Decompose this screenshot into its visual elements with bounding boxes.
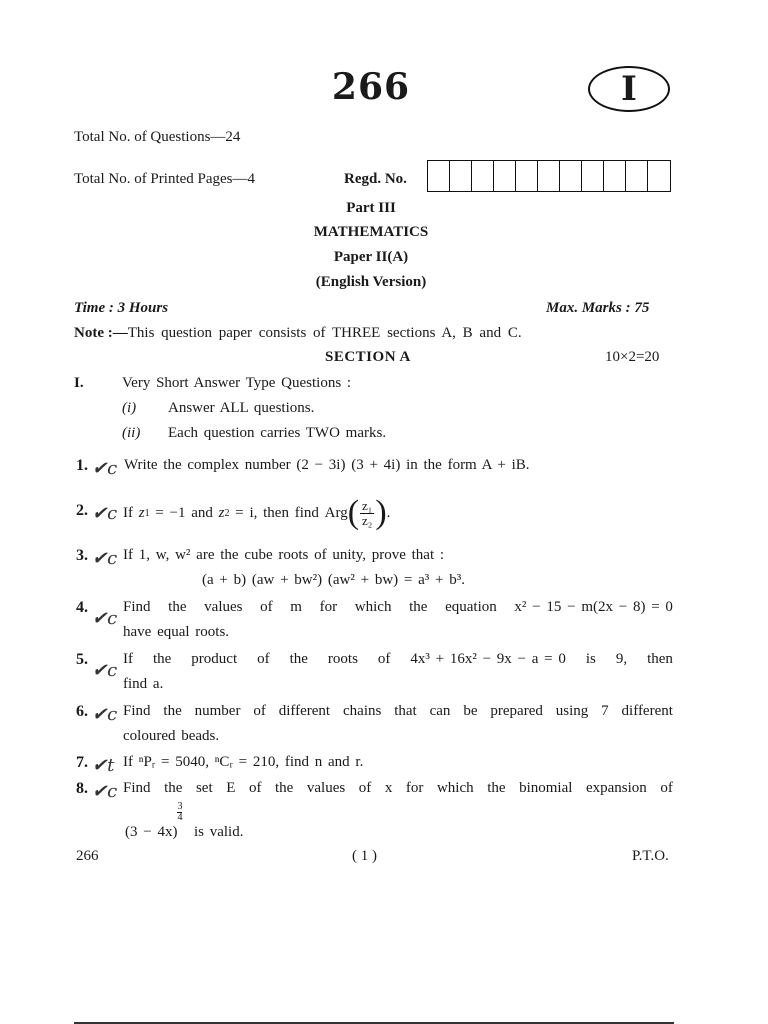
check-mark-icon: ✔c xyxy=(92,608,118,629)
question-word: 7 xyxy=(601,703,609,719)
regd-digit-box[interactable] xyxy=(582,161,604,191)
question-text: If z 1 = −1 and z 2 = i, then find Arg ( $\frac{\text{z₁}}{\text{z₂}}$ ) . xyxy=(123,494,391,531)
question-word: values xyxy=(306,780,346,796)
section-heading: Very Short Answer Type Questions : xyxy=(122,375,352,391)
total-questions: Total No. of Questions—24 xyxy=(74,129,241,145)
question-word: the xyxy=(152,651,172,667)
question-word: be xyxy=(463,703,478,719)
question-word: equation xyxy=(445,599,497,615)
question-text-line xyxy=(123,599,673,616)
question-word: can xyxy=(429,703,451,719)
instruction-text: Answer ALL questions. xyxy=(168,400,315,416)
paper-title: Paper II(A) xyxy=(333,249,409,265)
question-word: then xyxy=(647,651,673,667)
check-mark-icon: ✔c xyxy=(92,503,118,524)
question-text: If ⁿPᵣ = 5040, ⁿCᵣ = 210, find n and r. xyxy=(123,754,364,770)
question-word: the xyxy=(289,651,308,667)
regd-label: Regd. No. xyxy=(344,171,407,187)
note-line xyxy=(74,325,522,342)
instruction-text: Each question carries TWO marks. xyxy=(168,425,387,441)
question-word: x xyxy=(384,780,393,796)
question-formula: (3 − 4x) $\frac{3}{4}$ is valid. xyxy=(125,801,244,840)
question-word: which xyxy=(436,780,474,796)
question-word: 4x³ + 16x² − 9x − a = 0 xyxy=(410,651,566,667)
question-text: If 1, w, w² are the cube roots of unity, prove that : xyxy=(123,547,445,563)
question-word: the xyxy=(409,599,428,615)
question-word: different xyxy=(621,703,673,719)
subject-title: MATHEMATICS xyxy=(313,224,429,240)
question-formula: (a + b) (aw + bw²) (aw² + bw) = a³ + b³. xyxy=(202,572,465,588)
bottom-divider xyxy=(74,1022,674,1024)
set-code-oval: I xyxy=(588,66,670,112)
part-title: Part III xyxy=(346,200,396,216)
question-word: the xyxy=(275,780,294,796)
question-text-line xyxy=(123,703,673,720)
question-word: Find xyxy=(123,599,151,615)
question-word: chains xyxy=(343,703,382,719)
question-word: the xyxy=(164,780,183,796)
regd-digit-box[interactable] xyxy=(516,161,538,191)
question-number: 5. xyxy=(76,651,88,668)
check-mark-icon: ✔c xyxy=(92,548,118,569)
question-number: 6. xyxy=(76,703,88,720)
question-number: 2. xyxy=(76,502,88,519)
total-pages: Total No. of Printed Pages—4 xyxy=(74,171,256,187)
question-word: number xyxy=(194,703,241,719)
question-word: the xyxy=(168,599,187,615)
question-number: 3. xyxy=(76,547,88,564)
question-word: that xyxy=(394,703,417,719)
question-word: the xyxy=(163,703,182,719)
regd-digit-box[interactable] xyxy=(626,161,648,191)
question-text-line xyxy=(123,651,673,668)
check-mark-icon: ✔t xyxy=(92,755,115,776)
max-marks: Max. Marks : 75 xyxy=(546,300,650,316)
version-title: (English Version) xyxy=(315,274,427,290)
note-label: Note :— xyxy=(74,325,128,341)
regd-digit-box[interactable] xyxy=(648,161,670,191)
paper-code: 266 xyxy=(331,66,411,108)
instruction-label: (ii) xyxy=(122,425,141,441)
regd-digit-box[interactable] xyxy=(538,161,560,191)
pto-label: P.T.O. xyxy=(632,848,669,864)
regd-digit-box[interactable] xyxy=(450,161,472,191)
regd-digit-box[interactable] xyxy=(604,161,626,191)
page-number: ( 1 ) xyxy=(352,848,377,864)
instruction-label: (i) xyxy=(122,400,137,416)
question-word: of xyxy=(260,599,273,615)
question-word: Find xyxy=(123,703,151,719)
regd-digit-box[interactable] xyxy=(472,161,494,191)
fraction: $\frac{\text{z₁}}{\text{z₂}}$ xyxy=(362,497,373,528)
question-word: different xyxy=(278,703,331,719)
regd-digit-box[interactable] xyxy=(428,161,450,191)
question-number: 7. xyxy=(76,754,88,771)
question-word: product xyxy=(191,651,238,667)
question-text: find a. xyxy=(123,676,164,692)
question-text: have equal roots. xyxy=(123,624,230,640)
note-text: This question paper consists of THREE sections A, B and C. xyxy=(127,325,522,341)
regd-digit-box[interactable] xyxy=(494,161,516,191)
question-word: If xyxy=(123,651,133,667)
check-mark-icon: ✔c xyxy=(92,458,118,479)
question-word: expansion xyxy=(585,780,647,796)
footer-paper-code: 266 xyxy=(76,848,99,864)
question-word: of xyxy=(248,780,262,796)
question-text: coloured beads. xyxy=(123,728,220,744)
question-number: 8. xyxy=(76,780,88,797)
question-word: of xyxy=(257,651,270,667)
question-word: is xyxy=(585,651,596,667)
question-text: Write the complex number (2 − 3i) (3 + 4i) in the form A + iB. xyxy=(124,457,530,473)
question-word: for xyxy=(319,599,338,615)
check-mark-icon: ✔c xyxy=(92,660,118,681)
question-word: m xyxy=(290,599,302,615)
section-roman-numeral: I. xyxy=(74,375,84,391)
question-word: using xyxy=(555,703,589,719)
question-word: 9, xyxy=(615,651,628,667)
question-word: the xyxy=(487,780,506,796)
question-word: binomial xyxy=(519,780,573,796)
question-number: 4. xyxy=(76,599,88,616)
question-word: of xyxy=(377,651,391,667)
question-word: which xyxy=(354,599,392,615)
question-text-line xyxy=(123,780,673,797)
question-word: values xyxy=(204,599,243,615)
regd-digit-box[interactable] xyxy=(560,161,582,191)
section-marks: 10×2=20 xyxy=(605,349,660,365)
time-allowed: Time : 3 Hours xyxy=(74,300,169,316)
question-word: x² − 15 − m(2x − 8) = 0 xyxy=(514,599,673,615)
question-word: of xyxy=(358,780,372,796)
check-mark-icon: ✔c xyxy=(92,781,118,802)
question-word: of xyxy=(660,780,673,796)
question-word: roots xyxy=(327,651,358,667)
section-title: SECTION A xyxy=(325,349,411,365)
question-word: E xyxy=(226,780,236,796)
question-number: 1. xyxy=(76,457,88,474)
question-word: of xyxy=(253,703,266,719)
question-word: set xyxy=(195,780,213,796)
question-word: Find xyxy=(123,780,151,796)
regd-number-boxes[interactable] xyxy=(427,160,671,192)
question-word: for xyxy=(405,780,424,796)
exponent-fraction: $\frac{3}{4}$ xyxy=(177,801,183,823)
check-mark-icon: ✔c xyxy=(92,704,118,725)
question-word: prepared xyxy=(490,703,543,719)
